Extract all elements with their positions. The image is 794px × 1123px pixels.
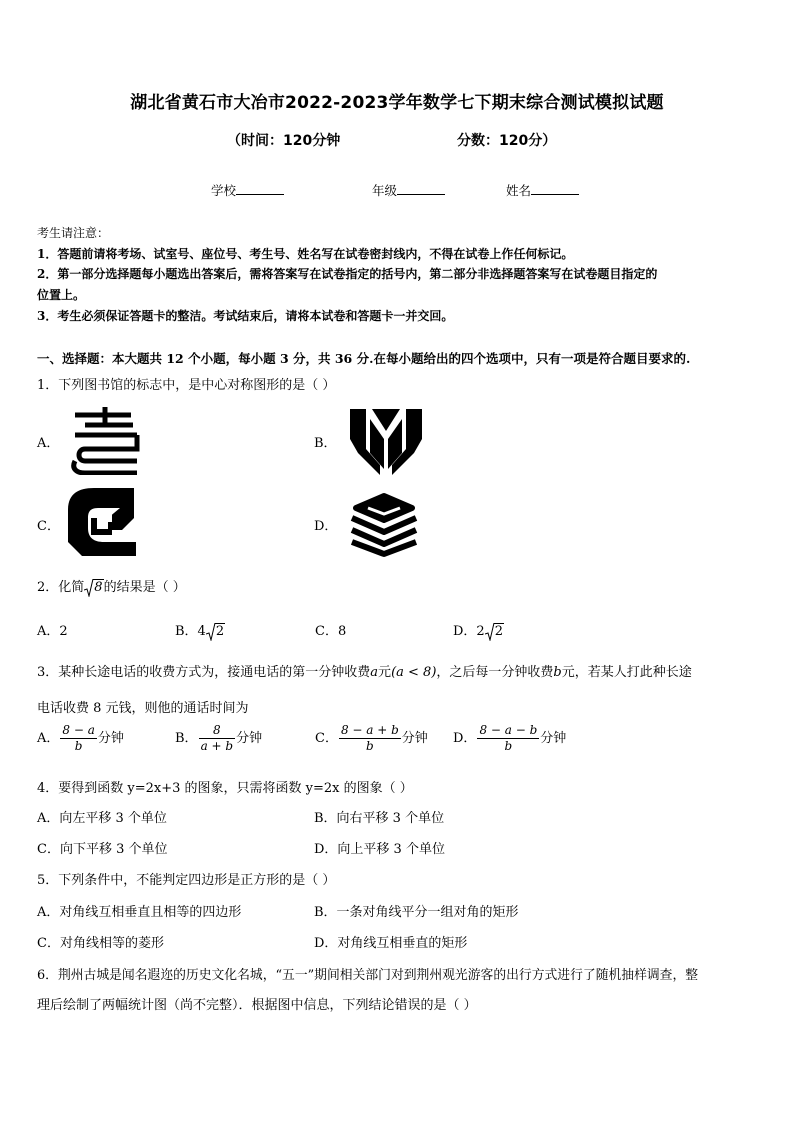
q3-option-d-num: 8 − a − b [479, 723, 538, 737]
q2-option-d-radicand: 2 [494, 624, 503, 639]
q1-stem: 1．下列图书馆的标志中，是中心对称图形的是（ ） [37, 378, 336, 393]
q3-line1-pre: 3．某种长途电话的收费方式为，接通电话的第一分钟收费 [37, 665, 371, 680]
q3-option-d-fraction [477, 723, 539, 754]
q2-stem-post: 的结果是（ ） [103, 580, 186, 595]
q5-option-c: C．对角线相等的菱形 [37, 936, 164, 951]
q3-option-d-unit: 分钟 [540, 731, 567, 746]
q3-option-d [453, 723, 566, 754]
school-label: 学校 [211, 183, 237, 198]
grade-field [372, 181, 445, 199]
notice-item-2-cont: 位置上。 [37, 288, 86, 302]
section-heading: 一、选择题：本大题共 12 个小题，每小题 3 分，共 36 分.在每小题给出的四个选项中，只有一项是符合题目要求的. [37, 351, 691, 366]
q3-option-d-den: b [504, 739, 513, 753]
q3-option-b-den: a + b [200, 739, 234, 753]
notice-item-2: 2．第一部分选择题每小题选出答案后，需将答案写在试卷指定的括号内，第二部分非选择题答案写在试卷题目指定的 [37, 267, 658, 281]
q2-sqrt [84, 580, 103, 595]
q5-option-a: A．对角线互相垂直且相等的四边形 [37, 905, 242, 920]
q3-var-b: b [553, 665, 562, 680]
q2-option-b-pre: B．4 [175, 624, 206, 639]
q4-stem: 4．要得到函数 y=2x+3 的图象，只需将函数 y=2x 的图象（ ） [37, 781, 413, 796]
logo-b-icon [350, 409, 422, 475]
q2-option-b-radicand: 2 [215, 624, 225, 639]
q2-option-c: C．8 [315, 624, 347, 639]
q3-option-a-label: A． [37, 731, 60, 746]
q3-option-b-fraction [199, 723, 236, 754]
q3-option-c-unit: 分钟 [401, 731, 428, 746]
q3-condition: (a < 8) [391, 665, 437, 680]
q3-option-c-num: 8 − a + b [340, 723, 399, 737]
q5-option-d: D．对角线互相垂直的矩形 [314, 936, 468, 951]
q2-stem [37, 576, 186, 595]
q3-option-a [37, 723, 124, 754]
exam-score: 分数：120分） [457, 133, 557, 149]
q6-line2: 理后绘制了两幅统计图（尚不完整）．根据图中信息，下列结论错误的是（ ） [37, 998, 477, 1013]
q2-radicand: 8 [94, 580, 103, 595]
q2-option-d [453, 620, 504, 639]
q1-option-b-label: B． [314, 436, 337, 451]
q1-option-c-label: C． [37, 519, 60, 534]
q3-option-c-den: b [366, 739, 374, 753]
name-label: 姓名 [506, 183, 532, 198]
q4-option-a: A．向左平移 3 个单位 [37, 811, 167, 826]
q3-option-b-label: B． [175, 731, 198, 746]
grade-blank [397, 182, 445, 195]
q6-line1: 6．荆州古城是闻名遐迩的历史文化名城，“五一”期间相关部门对到荆州观光游客的出行方式进行了随机抽样调查，整 [37, 968, 699, 983]
q1-option-d-label: D． [314, 519, 338, 534]
q2-option-d-sqrt [485, 624, 504, 639]
q3-option-a-unit: 分钟 [97, 731, 124, 746]
notice-item-1: 1．答题前请将考场、试室号、座位号、考生号、姓名写在试卷密封线内，不得在试卷上作任何标记。 [37, 247, 574, 261]
q3-option-b-unit: 分钟 [236, 731, 263, 746]
q2-option-a: A．2 [37, 624, 68, 639]
q3-option-d-label: D． [453, 731, 477, 746]
q3-var-a: a [370, 665, 379, 680]
q3-line1 [37, 661, 692, 680]
q5-stem: 5．下列条件中，不能判定四边形是正方形的是（ ） [37, 873, 336, 888]
q4-option-b: B．向右平移 3 个单位 [314, 811, 445, 826]
q2-option-b-sqrt [206, 624, 225, 639]
q3-line1-post: ，之后每一分钟收费 [436, 665, 554, 680]
q5-option-b: B．一条对角线平分一组对角的矩形 [314, 905, 519, 920]
q2-option-b [175, 620, 225, 639]
logo-c-icon [68, 488, 138, 556]
q3-option-c-label: C． [315, 731, 338, 746]
q3-option-a-fraction [60, 723, 96, 754]
name-blank [531, 182, 579, 195]
q1-option-a-label: A． [37, 436, 60, 451]
q3-line2: 电话收费 8 元钱，则他的通话时间为 [37, 701, 249, 716]
q3-line1-mid: 元 [378, 665, 392, 680]
q3-option-a-num: 8 − a [62, 723, 95, 737]
q3-option-c-fraction [339, 723, 401, 754]
q3-option-b-num: 8 [199, 723, 236, 739]
exam-time: （时间：120分钟 [227, 133, 341, 149]
logo-a-icon [71, 405, 141, 475]
school-blank [236, 182, 284, 195]
notice-heading: 考生请注意： [37, 226, 110, 240]
logo-d-icon [348, 492, 420, 558]
q4-option-c: C．向下平移 3 个单位 [37, 842, 168, 857]
q3-line1-end: 元，若某人打此种长途 [561, 665, 692, 680]
q3-option-a-den: b [74, 739, 83, 753]
grade-label: 年级 [372, 183, 398, 198]
notice-item-3: 3．考生必须保证答题卡的整洁。考试结束后，请将本试卷和答题卡一并交回。 [37, 309, 454, 323]
exam-title: 湖北省黄石市大冶市2022-2023学年数学七下期末综合测试模拟试题 [130, 93, 664, 113]
name-field [506, 181, 579, 199]
q2-stem-pre: 2．化简 [37, 580, 85, 595]
q3-option-c [315, 723, 428, 754]
school-field [211, 181, 284, 199]
q4-option-d: D．向上平移 3 个单位 [314, 842, 445, 857]
q2-option-d-pre: D．2 [453, 624, 485, 639]
q3-option-b [175, 723, 262, 754]
